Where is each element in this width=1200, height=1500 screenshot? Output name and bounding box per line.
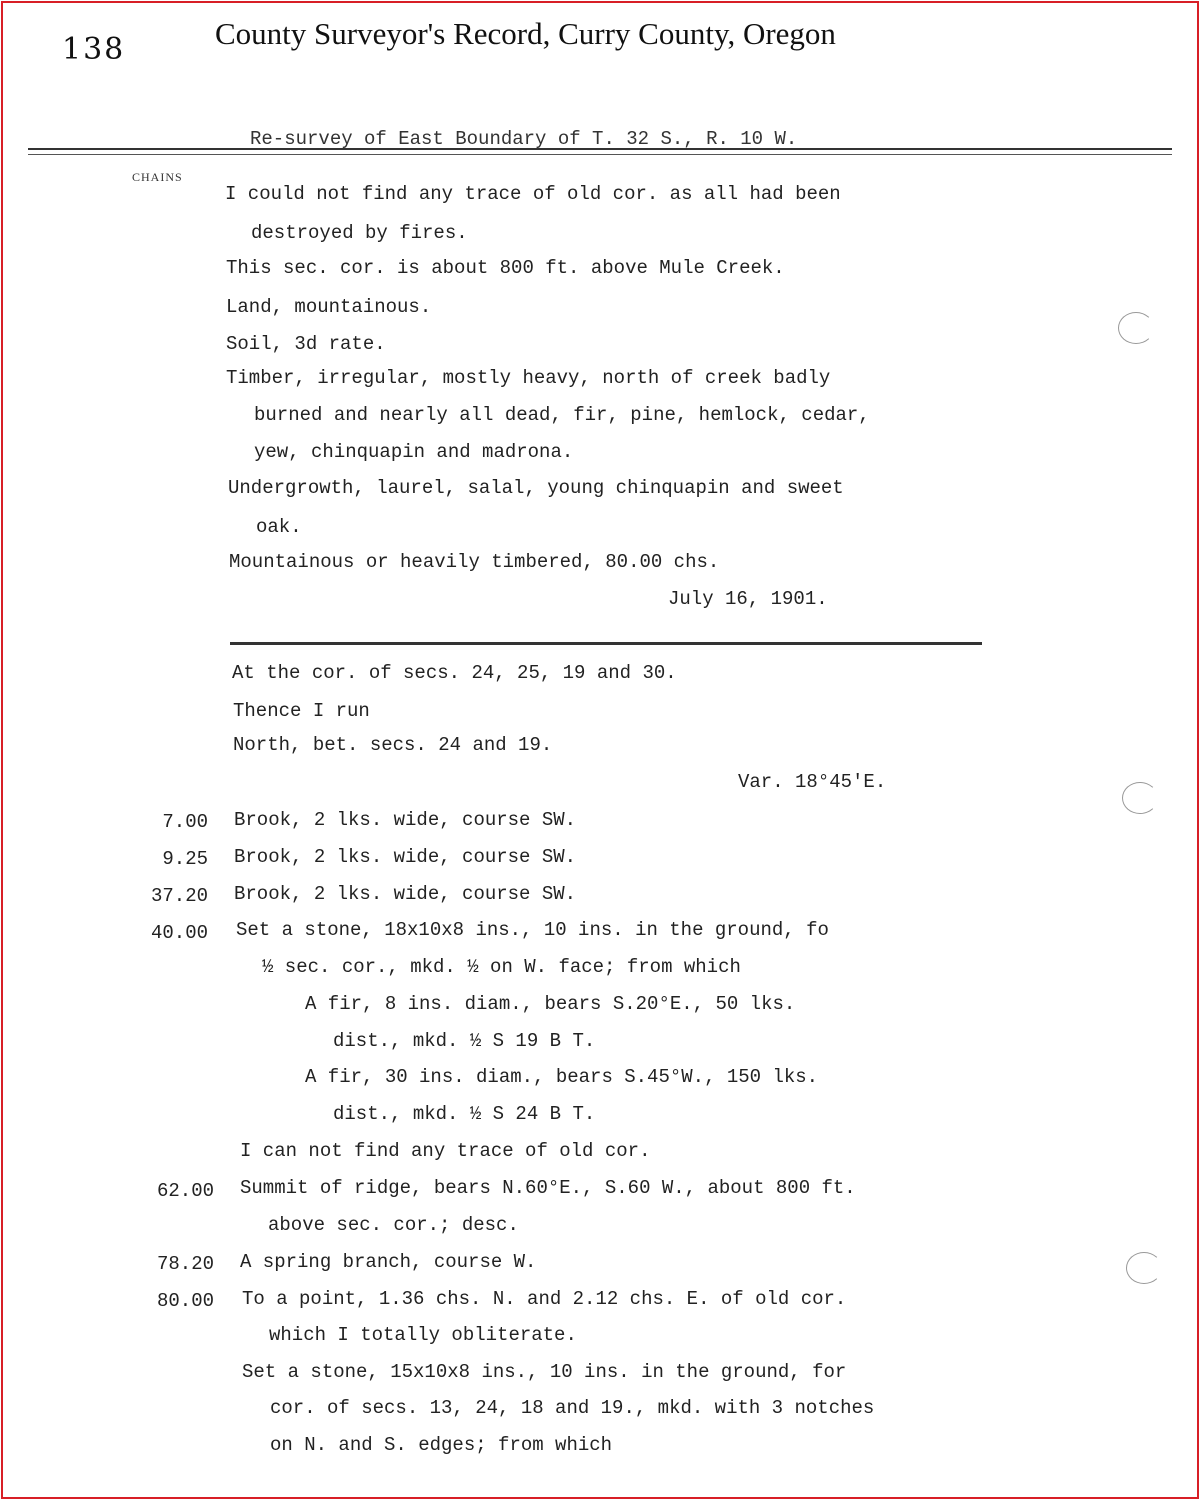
chain-distance: 80.00 bbox=[156, 1290, 214, 1312]
chain-distance: 40.00 bbox=[150, 922, 208, 944]
punch-hole bbox=[1118, 312, 1154, 344]
section1-line: Undergrowth, laurel, salal, young chinquapin and sweet bbox=[228, 477, 844, 499]
section2-intro-line: Thence I run bbox=[233, 700, 370, 722]
variation-note: Var. 18°45'E. bbox=[738, 771, 887, 793]
page-number: 138 bbox=[62, 32, 126, 67]
section1-date: July 16, 1901. bbox=[668, 588, 828, 610]
section1-line: oak. bbox=[256, 516, 302, 538]
section1-line: I could not find any trace of old cor. as all had been bbox=[225, 183, 841, 205]
chain-distance: 37.20 bbox=[150, 885, 208, 907]
bearing-tree-line: dist., mkd. ½ S 24 B T. bbox=[333, 1103, 596, 1125]
bearing-tree-line: A fir, 8 ins. diam., bears S.20°E., 50 lks. bbox=[305, 993, 796, 1015]
chain-distance: 62.00 bbox=[156, 1180, 214, 1202]
entry-text: Brook, 2 lks. wide, course SW. bbox=[234, 846, 577, 868]
section2-intro-line: At the cor. of secs. 24, 25, 19 and 30. bbox=[232, 662, 677, 684]
header-rule-secondary bbox=[28, 154, 1172, 155]
entry-text: which I totally obliterate. bbox=[269, 1324, 577, 1346]
section1-line: yew, chinquapin and madrona. bbox=[254, 441, 574, 463]
entry-text: above sec. cor.; desc. bbox=[268, 1214, 519, 1236]
section-divider bbox=[230, 642, 982, 645]
punch-hole bbox=[1122, 782, 1158, 814]
entry-text: Brook, 2 lks. wide, course SW. bbox=[234, 883, 577, 905]
stone-description-line: ½ sec. cor., mkd. ½ on W. face; from which bbox=[262, 956, 741, 978]
section1-line: destroyed by fires. bbox=[251, 222, 468, 244]
bearing-tree-line: dist., mkd. ½ S 19 B T. bbox=[333, 1030, 596, 1052]
entry-text: To a point, 1.36 chs. N. and 2.12 chs. E. of old cor. bbox=[242, 1288, 847, 1310]
entry-text: Brook, 2 lks. wide, course SW. bbox=[234, 809, 577, 831]
section1-line: Mountainous or heavily timbered, 80.00 chs. bbox=[229, 551, 720, 573]
chain-distance: 78.20 bbox=[156, 1253, 214, 1275]
entry-text: Summit of ridge, bears N.60°E., S.60 W., about 800 ft. bbox=[240, 1177, 856, 1199]
section1-line: Timber, irregular, mostly heavy, north of creek badly bbox=[226, 367, 831, 389]
closing-line: on N. and S. edges; from which bbox=[270, 1434, 613, 1456]
section2-intro-line: North, bet. secs. 24 and 19. bbox=[233, 734, 553, 756]
punch-hole bbox=[1126, 1252, 1162, 1284]
section1-line: burned and nearly all dead, fir, pine, hemlock, cedar, bbox=[254, 404, 870, 426]
chains-column-label: CHAINS bbox=[132, 170, 183, 184]
page-title: County Surveyor's Record, Curry County, Oregon bbox=[215, 16, 836, 51]
stone-description-line: I can not find any trace of old cor. bbox=[240, 1140, 651, 1162]
section1-line: This sec. cor. is about 800 ft. above Mule Creek. bbox=[226, 257, 785, 279]
closing-line: cor. of secs. 13, 24, 18 and 19., mkd. with 3 notches bbox=[270, 1397, 875, 1419]
section1-line: Soil, 3d rate. bbox=[226, 333, 386, 355]
closing-line: Set a stone, 15x10x8 ins., 10 ins. in the ground, for bbox=[242, 1361, 847, 1383]
section1-line: Land, mountainous. bbox=[226, 296, 432, 318]
record-subtitle: Re-survey of East Boundary of T. 32 S., R. 10 W. bbox=[250, 128, 798, 150]
chain-distance: 9.25 bbox=[162, 848, 208, 870]
entry-text: Set a stone, 18x10x8 ins., 10 ins. in the ground, fo bbox=[236, 919, 829, 941]
bearing-tree-line: A fir, 30 ins. diam., bears S.45°W., 150 lks. bbox=[305, 1066, 819, 1088]
header-rule bbox=[28, 148, 1172, 150]
chain-distance: 7.00 bbox=[162, 811, 208, 833]
entry-text: A spring branch, course W. bbox=[240, 1251, 537, 1273]
